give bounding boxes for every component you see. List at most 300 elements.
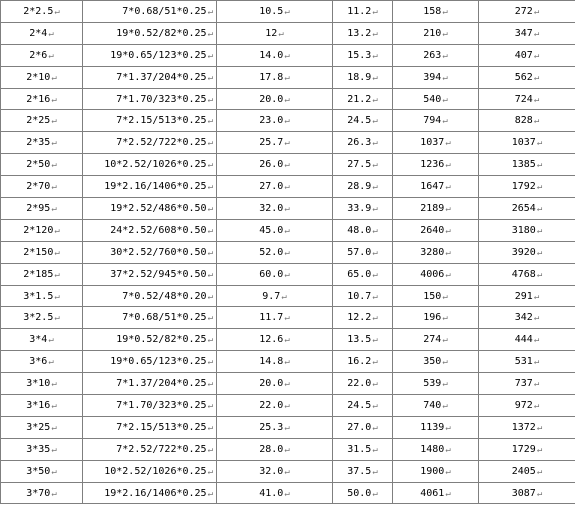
cell-text: 342 xyxy=(514,312,533,324)
cell-text: 196 xyxy=(423,312,442,324)
value-a-cell xyxy=(217,219,333,241)
value-b-cell xyxy=(333,351,393,373)
cell-text: 26.0 xyxy=(259,159,284,171)
cell-text: 18.9 xyxy=(347,71,372,83)
paragraph-mark-icon: ↵ xyxy=(284,269,290,280)
paragraph-mark-icon: ↵ xyxy=(445,247,451,258)
paragraph-mark-icon: ↵ xyxy=(284,6,290,17)
cell-text: 263 xyxy=(423,49,442,61)
cell-text: 27.0 xyxy=(347,421,372,433)
conductor-structure-cell xyxy=(83,198,217,220)
cell-text: 7*1.70/323*0.25 xyxy=(116,399,207,411)
value-c-cell xyxy=(393,241,479,263)
cell-text: 22.0 xyxy=(259,399,284,411)
paragraph-mark-icon: ↵ xyxy=(372,116,378,127)
paragraph-mark-icon: ↵ xyxy=(54,291,60,302)
paragraph-mark-icon: ↵ xyxy=(51,203,57,214)
paragraph-mark-icon: ↵ xyxy=(51,466,57,477)
core-spec-cell xyxy=(1,373,83,395)
cell-text: 27.5 xyxy=(347,159,372,171)
value-a-cell xyxy=(217,438,333,460)
value-d-cell xyxy=(479,307,575,329)
cell-text: 3087 xyxy=(511,487,536,499)
cell-text: 37*2.52/945*0.50 xyxy=(110,268,207,280)
cell-text: 19*0.65/123*0.25 xyxy=(110,356,207,368)
paragraph-mark-icon: ↵ xyxy=(445,422,451,433)
table-body xyxy=(1,1,575,504)
cell-text: 3*16 xyxy=(26,399,51,411)
table-row xyxy=(1,110,575,132)
cell-text: 539 xyxy=(423,378,442,390)
paragraph-mark-icon: ↵ xyxy=(207,269,213,280)
cell-text: 7*2.15/513*0.25 xyxy=(116,421,207,433)
value-a-cell xyxy=(217,110,333,132)
paragraph-mark-icon: ↵ xyxy=(372,444,378,455)
core-spec-cell xyxy=(1,329,83,351)
cell-text: 291 xyxy=(514,290,533,302)
value-c-cell xyxy=(393,416,479,438)
core-spec-cell xyxy=(1,285,83,307)
paragraph-mark-icon: ↵ xyxy=(207,225,213,236)
cell-text: 2189 xyxy=(420,202,445,214)
core-spec-cell xyxy=(1,263,83,285)
conductor-structure-cell xyxy=(83,307,217,329)
value-d-cell xyxy=(479,263,575,285)
value-c-cell xyxy=(393,219,479,241)
cell-text: 13.5 xyxy=(347,334,372,346)
value-d-cell xyxy=(479,198,575,220)
paragraph-mark-icon: ↵ xyxy=(284,160,290,171)
table-row xyxy=(1,22,575,44)
table-row xyxy=(1,241,575,263)
core-spec-cell xyxy=(1,66,83,88)
paragraph-mark-icon: ↵ xyxy=(536,182,543,193)
cell-text: 740 xyxy=(423,399,442,411)
paragraph-mark-icon: ↵ xyxy=(207,28,213,39)
table-row xyxy=(1,154,575,176)
cell-text: 65.0 xyxy=(347,268,372,280)
value-d-cell xyxy=(479,482,575,504)
paragraph-mark-icon: ↵ xyxy=(372,313,378,324)
paragraph-mark-icon: ↵ xyxy=(533,335,540,346)
paragraph-mark-icon: ↵ xyxy=(536,488,543,499)
cell-text: 31.5 xyxy=(347,443,372,455)
value-b-cell xyxy=(333,263,393,285)
cell-text: 32.0 xyxy=(259,465,284,477)
paragraph-mark-icon: ↵ xyxy=(51,182,57,193)
paragraph-mark-icon: ↵ xyxy=(207,291,213,302)
paragraph-mark-icon: ↵ xyxy=(54,269,60,280)
cell-text: 19*0.52/82*0.25 xyxy=(116,27,207,39)
cell-text: 50.0 xyxy=(347,487,372,499)
value-d-cell xyxy=(479,44,575,66)
cell-text: 3*25 xyxy=(26,421,51,433)
cell-text: 41.0 xyxy=(259,487,284,499)
value-d-cell xyxy=(479,110,575,132)
value-b-cell xyxy=(333,132,393,154)
paragraph-mark-icon: ↵ xyxy=(372,182,378,193)
core-spec-cell xyxy=(1,438,83,460)
cell-text: 3*35 xyxy=(26,443,51,455)
cell-text: 28.9 xyxy=(347,181,372,193)
cell-text: 15.3 xyxy=(347,49,372,61)
value-d-cell xyxy=(479,219,575,241)
conductor-structure-cell xyxy=(83,416,217,438)
cell-text: 16.2 xyxy=(347,356,372,368)
paragraph-mark-icon: ↵ xyxy=(48,357,54,368)
paragraph-mark-icon: ↵ xyxy=(536,247,543,258)
cell-text: 2405 xyxy=(511,465,536,477)
paragraph-mark-icon: ↵ xyxy=(207,160,213,171)
value-c-cell xyxy=(393,198,479,220)
paragraph-mark-icon: ↵ xyxy=(533,94,540,105)
paragraph-mark-icon: ↵ xyxy=(284,466,290,477)
cell-text: 540 xyxy=(423,93,442,105)
paragraph-mark-icon: ↵ xyxy=(442,291,448,302)
value-d-cell xyxy=(479,241,575,263)
core-spec-cell xyxy=(1,351,83,373)
cell-text: 24.5 xyxy=(347,399,372,411)
paragraph-mark-icon: ↵ xyxy=(442,72,448,83)
value-b-cell xyxy=(333,373,393,395)
conductor-structure-cell xyxy=(83,438,217,460)
conductor-structure-cell xyxy=(83,395,217,417)
table-row xyxy=(1,263,575,285)
cell-text: 150 xyxy=(423,290,442,302)
value-c-cell xyxy=(393,460,479,482)
paragraph-mark-icon: ↵ xyxy=(536,269,543,280)
paragraph-mark-icon: ↵ xyxy=(442,400,448,411)
cell-text: 19*2.52/486*0.50 xyxy=(110,202,207,214)
paragraph-mark-icon: ↵ xyxy=(51,138,57,149)
value-b-cell xyxy=(333,176,393,198)
core-spec-cell xyxy=(1,154,83,176)
core-spec-cell xyxy=(1,395,83,417)
paragraph-mark-icon: ↵ xyxy=(372,291,378,302)
cell-text: 7*1.70/323*0.25 xyxy=(116,93,207,105)
value-d-cell xyxy=(479,132,575,154)
value-c-cell xyxy=(393,1,479,23)
table-row xyxy=(1,66,575,88)
value-b-cell xyxy=(333,395,393,417)
cell-text: 4768 xyxy=(511,268,536,280)
cell-text: 3280 xyxy=(420,246,445,258)
value-c-cell xyxy=(393,351,479,373)
value-c-cell xyxy=(393,438,479,460)
value-c-cell xyxy=(393,154,479,176)
paragraph-mark-icon: ↵ xyxy=(442,357,448,368)
value-c-cell xyxy=(393,22,479,44)
paragraph-mark-icon: ↵ xyxy=(281,291,287,302)
value-d-cell xyxy=(479,22,575,44)
table-row xyxy=(1,1,575,23)
cell-text: 737 xyxy=(514,378,533,390)
cell-text: 2*4 xyxy=(29,27,48,39)
paragraph-mark-icon: ↵ xyxy=(536,160,543,171)
cell-text: 23.0 xyxy=(259,115,284,127)
conductor-structure-cell xyxy=(83,1,217,23)
paragraph-mark-icon: ↵ xyxy=(54,313,60,324)
paragraph-mark-icon: ↵ xyxy=(207,203,213,214)
paragraph-mark-icon: ↵ xyxy=(372,247,378,258)
paragraph-mark-icon: ↵ xyxy=(533,28,540,39)
value-a-cell xyxy=(217,373,333,395)
cell-text: 7*1.37/204*0.25 xyxy=(116,71,207,83)
cell-text: 1037 xyxy=(420,137,445,149)
cell-text: 350 xyxy=(423,356,442,368)
paragraph-mark-icon: ↵ xyxy=(372,225,378,236)
value-a-cell xyxy=(217,460,333,482)
cell-text: 1385 xyxy=(511,159,536,171)
cell-text: 19*2.16/1406*0.25 xyxy=(104,487,207,499)
paragraph-mark-icon: ↵ xyxy=(533,72,540,83)
cell-text: 14.8 xyxy=(259,356,284,368)
paragraph-mark-icon: ↵ xyxy=(207,94,213,105)
paragraph-mark-icon: ↵ xyxy=(51,400,57,411)
value-b-cell xyxy=(333,460,393,482)
table-row xyxy=(1,285,575,307)
cell-text: 7*0.52/48*0.20 xyxy=(122,290,207,302)
paragraph-mark-icon: ↵ xyxy=(533,6,540,17)
paragraph-mark-icon: ↵ xyxy=(51,116,57,127)
paragraph-mark-icon: ↵ xyxy=(442,50,448,61)
cell-text: 21.2 xyxy=(347,93,372,105)
paragraph-mark-icon: ↵ xyxy=(533,400,540,411)
cell-text: 12.6 xyxy=(259,334,284,346)
value-d-cell xyxy=(479,416,575,438)
paragraph-mark-icon: ↵ xyxy=(372,400,378,411)
value-b-cell xyxy=(333,88,393,110)
value-d-cell xyxy=(479,438,575,460)
table-row xyxy=(1,329,575,351)
value-b-cell xyxy=(333,482,393,504)
conductor-structure-cell xyxy=(83,88,217,110)
paragraph-mark-icon: ↵ xyxy=(533,50,540,61)
paragraph-mark-icon: ↵ xyxy=(442,6,448,17)
table-row xyxy=(1,307,575,329)
paragraph-mark-icon: ↵ xyxy=(51,94,57,105)
cell-text: 19*0.65/123*0.25 xyxy=(110,49,207,61)
paragraph-mark-icon: ↵ xyxy=(284,116,290,127)
table-row xyxy=(1,416,575,438)
conductor-structure-cell xyxy=(83,110,217,132)
cell-text: 4061 xyxy=(420,487,445,499)
value-c-cell xyxy=(393,176,479,198)
paragraph-mark-icon: ↵ xyxy=(51,379,57,390)
cell-text: 2*10 xyxy=(26,71,51,83)
conductor-structure-cell xyxy=(83,460,217,482)
value-c-cell xyxy=(393,373,479,395)
value-d-cell xyxy=(479,88,575,110)
paragraph-mark-icon: ↵ xyxy=(207,50,213,61)
paragraph-mark-icon: ↵ xyxy=(207,357,213,368)
cell-text: 7*2.52/722*0.25 xyxy=(116,443,207,455)
cell-text: 1792 xyxy=(511,181,536,193)
cell-text: 9.7 xyxy=(262,290,281,302)
conductor-structure-cell xyxy=(83,373,217,395)
conductor-structure-cell xyxy=(83,66,217,88)
cell-text: 2*25 xyxy=(26,115,51,127)
cell-text: 2*50 xyxy=(26,159,51,171)
cell-text: 3*10 xyxy=(26,378,51,390)
paragraph-mark-icon: ↵ xyxy=(207,379,213,390)
cell-text: 531 xyxy=(514,356,533,368)
cell-text: 2*150 xyxy=(23,246,54,258)
value-c-cell xyxy=(393,395,479,417)
table-row xyxy=(1,482,575,504)
paragraph-mark-icon: ↵ xyxy=(284,488,290,499)
cell-text: 2*95 xyxy=(26,202,51,214)
paragraph-mark-icon: ↵ xyxy=(54,247,60,258)
cell-text: 11.2 xyxy=(347,5,372,17)
paragraph-mark-icon: ↵ xyxy=(54,6,60,17)
paragraph-mark-icon: ↵ xyxy=(207,72,213,83)
cell-text: 794 xyxy=(423,115,442,127)
paragraph-mark-icon: ↵ xyxy=(284,225,290,236)
paragraph-mark-icon: ↵ xyxy=(442,313,448,324)
cell-text: 2*185 xyxy=(23,268,54,280)
paragraph-mark-icon: ↵ xyxy=(51,488,57,499)
cell-text: 3*70 xyxy=(26,487,51,499)
value-c-cell xyxy=(393,44,479,66)
value-a-cell xyxy=(217,329,333,351)
value-a-cell xyxy=(217,132,333,154)
cell-text: 24*2.52/608*0.50 xyxy=(110,224,207,236)
cell-text: 2*35 xyxy=(26,137,51,149)
cell-text: 24.5 xyxy=(347,115,372,127)
cell-text: 1372 xyxy=(511,421,536,433)
cell-text: 407 xyxy=(514,49,533,61)
table-row xyxy=(1,351,575,373)
paragraph-mark-icon: ↵ xyxy=(207,116,213,127)
cell-text: 7*0.68/51*0.25 xyxy=(122,312,207,324)
paragraph-mark-icon: ↵ xyxy=(533,291,540,302)
cell-text: 347 xyxy=(514,27,533,39)
cell-text: 25.3 xyxy=(259,421,284,433)
core-spec-cell xyxy=(1,110,83,132)
cell-text: 25.7 xyxy=(259,137,284,149)
cell-text: 27.0 xyxy=(259,181,284,193)
conductor-structure-cell xyxy=(83,219,217,241)
paragraph-mark-icon: ↵ xyxy=(533,357,540,368)
paragraph-mark-icon: ↵ xyxy=(207,466,213,477)
value-c-cell xyxy=(393,329,479,351)
paragraph-mark-icon: ↵ xyxy=(372,50,378,61)
core-spec-cell xyxy=(1,460,83,482)
cell-text: 3920 xyxy=(511,246,536,258)
value-d-cell xyxy=(479,285,575,307)
paragraph-mark-icon: ↵ xyxy=(284,379,290,390)
cell-text: 1480 xyxy=(420,443,445,455)
value-c-cell xyxy=(393,263,479,285)
cell-text: 158 xyxy=(423,5,442,17)
paragraph-mark-icon: ↵ xyxy=(51,422,57,433)
table-row xyxy=(1,132,575,154)
cell-text: 1900 xyxy=(420,465,445,477)
value-a-cell xyxy=(217,66,333,88)
conductor-structure-cell xyxy=(83,241,217,263)
cell-text: 10.7 xyxy=(347,290,372,302)
value-d-cell xyxy=(479,460,575,482)
cell-text: 272 xyxy=(514,5,533,17)
paragraph-mark-icon: ↵ xyxy=(536,138,543,149)
core-spec-cell xyxy=(1,132,83,154)
paragraph-mark-icon: ↵ xyxy=(536,444,543,455)
paragraph-mark-icon: ↵ xyxy=(284,335,290,346)
paragraph-mark-icon: ↵ xyxy=(372,379,378,390)
paragraph-mark-icon: ↵ xyxy=(51,444,57,455)
paragraph-mark-icon: ↵ xyxy=(536,422,543,433)
paragraph-mark-icon: ↵ xyxy=(372,160,378,171)
value-b-cell xyxy=(333,198,393,220)
value-a-cell xyxy=(217,22,333,44)
paragraph-mark-icon: ↵ xyxy=(284,422,290,433)
cell-text: 1139 xyxy=(420,421,445,433)
value-b-cell xyxy=(333,307,393,329)
value-a-cell xyxy=(217,263,333,285)
paragraph-mark-icon: ↵ xyxy=(372,488,378,499)
table-row xyxy=(1,176,575,198)
value-a-cell xyxy=(217,1,333,23)
paragraph-mark-icon: ↵ xyxy=(207,422,213,433)
paragraph-mark-icon: ↵ xyxy=(372,28,378,39)
value-a-cell xyxy=(217,395,333,417)
table-row xyxy=(1,44,575,66)
paragraph-mark-icon: ↵ xyxy=(372,72,378,83)
cell-text: 274 xyxy=(423,334,442,346)
cell-text: 7*2.15/513*0.25 xyxy=(116,115,207,127)
cell-text: 52.0 xyxy=(259,246,284,258)
cell-text: 14.0 xyxy=(259,49,284,61)
table-row xyxy=(1,373,575,395)
cell-text: 724 xyxy=(514,93,533,105)
cell-text: 60.0 xyxy=(259,268,284,280)
paragraph-mark-icon: ↵ xyxy=(445,269,451,280)
paragraph-mark-icon: ↵ xyxy=(284,138,290,149)
paragraph-mark-icon: ↵ xyxy=(372,269,378,280)
paragraph-mark-icon: ↵ xyxy=(207,138,213,149)
table-row xyxy=(1,395,575,417)
conductor-structure-cell xyxy=(83,329,217,351)
cell-text: 3180 xyxy=(511,224,536,236)
value-b-cell xyxy=(333,241,393,263)
cell-text: 2640 xyxy=(420,224,445,236)
value-d-cell xyxy=(479,176,575,198)
paragraph-mark-icon: ↵ xyxy=(442,379,448,390)
cell-text: 1037 xyxy=(511,137,536,149)
paragraph-mark-icon: ↵ xyxy=(445,488,451,499)
paragraph-mark-icon: ↵ xyxy=(284,50,290,61)
table-row xyxy=(1,198,575,220)
cell-text: 828 xyxy=(514,115,533,127)
cell-text: 20.0 xyxy=(259,378,284,390)
paragraph-mark-icon: ↵ xyxy=(445,225,451,236)
cell-text: 48.0 xyxy=(347,224,372,236)
cell-text: 11.7 xyxy=(259,312,284,324)
cell-text: 10*2.52/1026*0.25 xyxy=(104,465,207,477)
cell-text: 1647 xyxy=(420,181,445,193)
core-spec-cell xyxy=(1,176,83,198)
cell-text: 4006 xyxy=(420,268,445,280)
value-a-cell xyxy=(217,482,333,504)
cell-text: 30*2.52/760*0.50 xyxy=(110,246,207,258)
paragraph-mark-icon: ↵ xyxy=(284,182,290,193)
value-d-cell xyxy=(479,351,575,373)
paragraph-mark-icon: ↵ xyxy=(284,400,290,411)
value-b-cell xyxy=(333,219,393,241)
core-spec-cell xyxy=(1,44,83,66)
cell-text: 28.0 xyxy=(259,443,284,455)
